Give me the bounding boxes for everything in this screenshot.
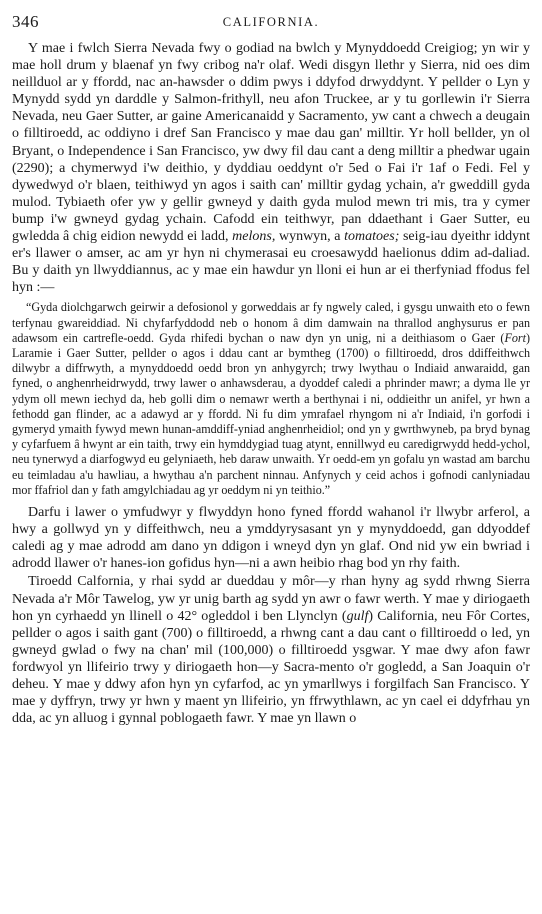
- italic-term: tomatoes;: [344, 229, 400, 245]
- italic-term: gulf: [346, 608, 369, 624]
- running-head: CALIFORNIA.: [222, 15, 320, 29]
- italic-term: melons,: [232, 229, 276, 245]
- page-number: 346: [12, 12, 39, 31]
- block-quote: “Gyda diolchgarwch geirwir a defosionol y gorweddais ar fy ngwely caled, i gysgu unwaith eto o fewn terfynau gwareiddiad. Ni chyfarfyddodd neb o honom â dim damwain na thrallod anghysurus er pan adawsom ein cartrefle-oedd. Gyda rhifedi bychan o naw dyn yn unig, ni a deithiasom o Gaer (Fort) Laramie i Gaer Sutter, pellder o agos i ddau cant ar bymtheg (1700) o filltiroedd, dros ddiffeithwch dilwybr a diffrwyth, a mynyddoedd oedd bron yn anhygyrch; trwy lwythau o Indiaid anwaraidd, gan fyned, o anghenrheidrwydd, trwy lawer o anhawsderau, a dyoddef caledi a phrinder mawr; a dyma lle yr ydym oll mewn iechyd da, heb golli dim o nemawr werth a berthynai i ni, oddieithr un anifel, yr hwn a fethodd gan flinder, ac a adawyd ar y ffordd. Ni fu dim ymrafael rhyngom ni a'r Indiaid, i'n gorfodi i gymeryd ymaith fywyd mewn hunan-amddiff-yniad anghenrheidiol; ond yn y gwrthwyneb, pa bryd bynag y cyfarfuem â hwynt ar ein taith, trwy ein hymddygiad tuag atynt, ennillwyd eu caredigrwydd hedd-ychol, neu tynerwyd a diarfogwyd eu gelyniaeth, heb daraw unwaith. Yr oedd-em yn gofalu yn wastad am barchu eu teimladau a'u hawliau, a hwythau a'n parchent ninnau. Anfynych y ceid achos i gofnodi canlyniadau mor ffafriol dan y fath amgylchiadau ag yr oeddym ni yn teithio.”: [12, 300, 530, 497]
- paragraph-mountain-pass: Y mae i fwlch Sierra Nevada fwy o godiad na bwlch y Mynyddoedd Creigiog; yn wir y mae holl drum y blaenaf yn fwy cribog na'r olaf. Wedi disgyn llethr y Sierra, nid oes dim neillduol ar y ffordd, nac an-hawsder o ddim pwys i ddyfod drwyddynt. Y pellder o Lyn y Mynydd sydd yn darddle y Salmon-frithyll, neu afon Truckee, ar y tu gorllewin i'r Sierra Nevada, neu Gaer Sutter, ar gaine Americanaidd y Sacramento, yw cant a chwech a deugain o filltiroedd, ac oddiyno i dref San Francisco y mae dau gan' milltir. Yr holl bellder, yn ol Bryant, o Independence i San Francisco, yw dwy fil dau cant a deng milltir a phedwar ugain (2290); a chymerwyd i'w deithio, y dyddiau oeddynt o'r 5ed o Fai i'r 1af o Fedi. Fel y dywedwyd o'r blaen, teithiwyd yn agos i saith can' milltir gydag ychain, a'r gweddill gyda mulod. Tybiaeth ofer yw y gellir gwneyd y daith gyda mulod mewn tri mis, tra y cymer bump i'w gwneyd gydag ychain. Cafodd ein teithwyr, pan ddaethant i Gaer Sutter, eu gwledda â chig eidion newydd ei ladd, melons, wynwyn, a tomatoes; seig-iau dyeithr iddynt er's llawer o amser, ac am yr hyn ni chymerasai eu croesawydd haelionus ddim ad-daliad. Bu y daith yn llwyddiannus, ac y mae ein hawdur yn lloni ei hun ar ei therfyniad ffodus fel hyn :—: [12, 41, 530, 296]
- paragraph-emigrants: Darfu i lawer o ymfudwyr y flwyddyn hono fyned ffordd wahanol i'r llwybr arferol, a hwy a gollwyd yn y diffeithwch, neu a ymddyrysasant yn y mynyddoedd, gan ddyoddef caledi ag y mae adrodd am dano yn ddigon i wneyd dyn yn glaf. Ond nid yw ein bwriad i adrodd llawer o'r hanes-ion gofidus hyn—ni a awn heibio rhag bod yn rhy faith.: [12, 505, 530, 572]
- page-header: [12, 12, 530, 36]
- paragraph-california-lands: Tiroedd Calfornia, y rhai sydd ar dueddau y môr—y rhan hyny ag sydd rhwng Sierra Nevada a'r Môr Tawelog, yw yr unig barth ag sydd yn awr o fawr werth. Y mae y diriogaeth hon yn cyrhaedd yn llinell o 42° ogleddol i ben Llynclyn (gulf) California, neu Fôr Cortes, pellder o agos i saith gant (700) o filltiroedd, a rhwng cant a dau cant o filltiroedd o led, yn gwneyd gwlad o fwy na chan' mil (100,000) o filltiroedd ysgwar. Y mae dwy afon fawr fordwyol yn llifeirio trwy y diriogaeth hon—y Sacra-mento o'r gogledd, a San Joaquin o'r deheu. Y mae y ddwy afon hyn yn cyfarfod, ac yn ymarllwys i forgilfach San Francisco. Y mae y dyffryn, trwy yr hwn y maent yn llifeirio, yn ffrwythlawn, ac yn cael ei ddyfrhau yn dda, ac yn alluog i gynnal poblogaeth fawr. Y mae yn llawn o: [12, 574, 530, 727]
- italic-term: Fort: [504, 330, 526, 345]
